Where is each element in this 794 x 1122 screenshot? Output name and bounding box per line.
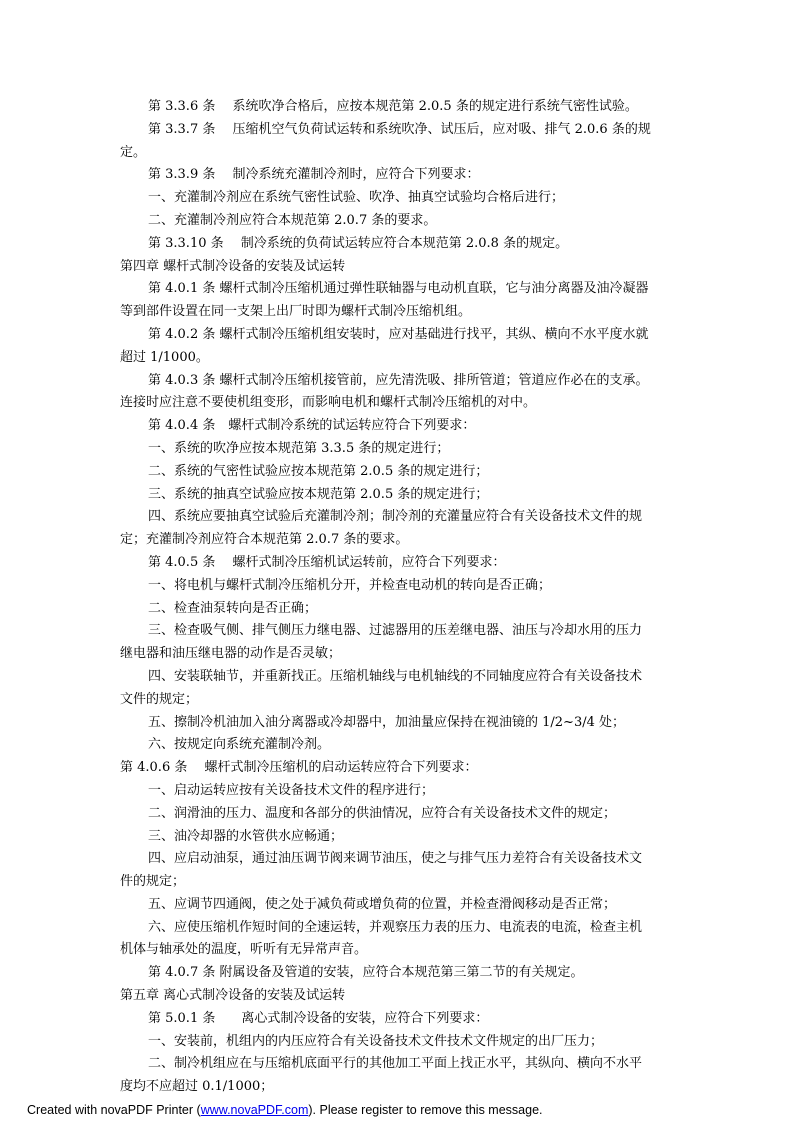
text-line: 定；充灌制冷剂应符合本规范第 2.0.7 条的要求。 <box>120 532 409 548</box>
footer-suffix: ). Please register to remove this message. <box>308 1103 543 1117</box>
watermark-footer <box>27 1102 543 1118</box>
text-line: 一、将电机与螺杆式制冷压缩机分开，并检查电动机的转向是否正确； <box>148 577 552 593</box>
text-line: 二、检查油泵转向是否正确； <box>148 600 318 616</box>
text-line: 五、应调节四通阀，使之处于减负荷或增负荷的位置，并检查滑阀移动是否正常； <box>148 896 617 912</box>
text-line: 继电器和油压继电器的动作是否灵敏； <box>120 646 342 662</box>
text-line: 一、系统的吹净应按本规范第 3.3.5 条的规定进行； <box>148 440 450 456</box>
text-line: 第 3.3.7 条 压缩机空气负荷试运转和系统吹净、试压后，应对吸、排气 2.0.6 条的规 <box>148 121 651 137</box>
text-line: 二、制冷机组应在与压缩机底面平行的其他加工平面上找正水平，其纵向、横向不水平 <box>148 1056 643 1072</box>
text-line: 文件的规定； <box>120 691 199 707</box>
text-line: 五、擦制冷机油加入油分离器或冷却器中，加油量应保持在视油镜的 1/2~3/4 处； <box>148 714 626 730</box>
text-line: 四、系统应要抽真空试验后充灌制冷剂；制冷剂的充灌量应符合有关设备技术文件的规 <box>148 509 643 525</box>
text-line: 二、充灌制冷剂应符合本规范第 2.0.7 条的要求。 <box>148 212 437 228</box>
text-line: 第 3.3.9 条 制冷系统充灌制冷剂时，应符合下列要求： <box>148 167 480 183</box>
text-line: 连接时应注意不要使机组变形，而影响电机和螺杆式制冷压缩机的对中。 <box>120 395 537 411</box>
text-line: 三、检查吸气侧、排气侧压力继电器、过滤器用的压差继电器、油压与冷却水用的压力 <box>148 623 643 639</box>
text-line: 四、应启动油泵，通过油压调节阀来调节油压，使之与排气压力差符合有关设备技术文 <box>148 851 643 867</box>
text-line: 等到部件设置在同一支架上出厂时即为螺杆式制冷压缩机组。 <box>120 304 472 320</box>
text-line: 三、油冷却器的水管供水应畅通； <box>148 828 344 844</box>
text-line: 第 4.0.4 条 螺杆式制冷系统的试运转应符合下列要求： <box>148 418 476 434</box>
text-line: 第五章 离心式制冷设备的安装及试运转 <box>120 988 346 1004</box>
text-line: 二、润滑油的压力、温度和各部分的供油情况，应符合有关设备技术文件的规定； <box>148 805 617 821</box>
text-line: 第 4.0.6 条 螺杆式制冷压缩机的启动运转应符合下列要求： <box>120 760 478 776</box>
text-line: 四、安装联轴节，并重新找正。压缩机轴线与电机轴线的不同轴度应符合有关设备技术 <box>148 668 643 684</box>
text-line: 一、安装前，机组内的内压应符合有关设备技术文件技术文件规定的出厂压力； <box>148 1033 604 1049</box>
text-line: 第 5.0.1 条 离心式制冷设备的安装，应符合下列要求： <box>148 1010 489 1026</box>
text-line: 超过 1/1000。 <box>120 349 209 365</box>
document-body <box>120 96 676 1099</box>
text-line: 第四章 螺杆式制冷设备的安装及试运转 <box>120 258 346 274</box>
text-line: 机体与轴承处的温度，听听有无异常声音。 <box>120 942 368 958</box>
text-line: 一、充灌制冷剂应在系统气密性试验、吹净、抽真空试验均合格后进行； <box>148 190 565 206</box>
text-line: 第 4.0.3 条 螺杆式制冷压缩机接管前，应先清洗吸、排所管道；管道应作必在的支承。 <box>148 372 649 388</box>
text-line: 六、按规定向系统充灌制冷剂。 <box>148 737 331 753</box>
text-line: 第 3.3.6 条 系统吹净合格后，应按本规范第 2.0.5 条的规定进行系统气密性试验。 <box>148 99 638 114</box>
text-line: 二、系统的气密性试验应按本规范第 2.0.5 条的规定进行； <box>148 463 489 479</box>
text-line: 三、系统的抽真空试验应按本规范第 2.0.5 条的规定进行； <box>148 486 489 502</box>
text-line: 第 4.0.1 条 螺杆式制冷压缩机通过弹性联轴器与电动机直联，它与油分离器及油冷凝器 <box>148 281 649 297</box>
text-line: 第 4.0.2 条 螺杆式制冷压缩机组安装时，应对基础进行找平，其纵、横向不水平度水就 <box>148 326 649 342</box>
text-line: 度均不应超过 0.1/1000； <box>120 1079 274 1095</box>
text-line: 第 4.0.5 条 螺杆式制冷压缩机试运转前，应符合下列要求： <box>148 554 506 570</box>
text-line: 六、应使压缩机作短时间的全速运转，并观察压力表的压力、电流表的电流，检查主机 <box>148 919 643 935</box>
text-line: 定。 <box>120 144 147 160</box>
footer-link[interactable]: www.novaPDF.com <box>200 1103 309 1117</box>
text-line: 第 4.0.7 条 附属设备及管道的安装，应符合本规范第三第二节的有关规定。 <box>148 965 584 981</box>
text-line: 一、启动运转应按有关设备技术文件的程序进行； <box>148 782 435 798</box>
text-line: 第 3.3.10 条 制冷系统的负荷试运转应符合本规范第 2.0.8 条的规定。 <box>148 235 569 251</box>
footer-prefix: Created with novaPDF Printer ( <box>27 1103 201 1117</box>
text-line: 件的规定； <box>120 874 186 890</box>
